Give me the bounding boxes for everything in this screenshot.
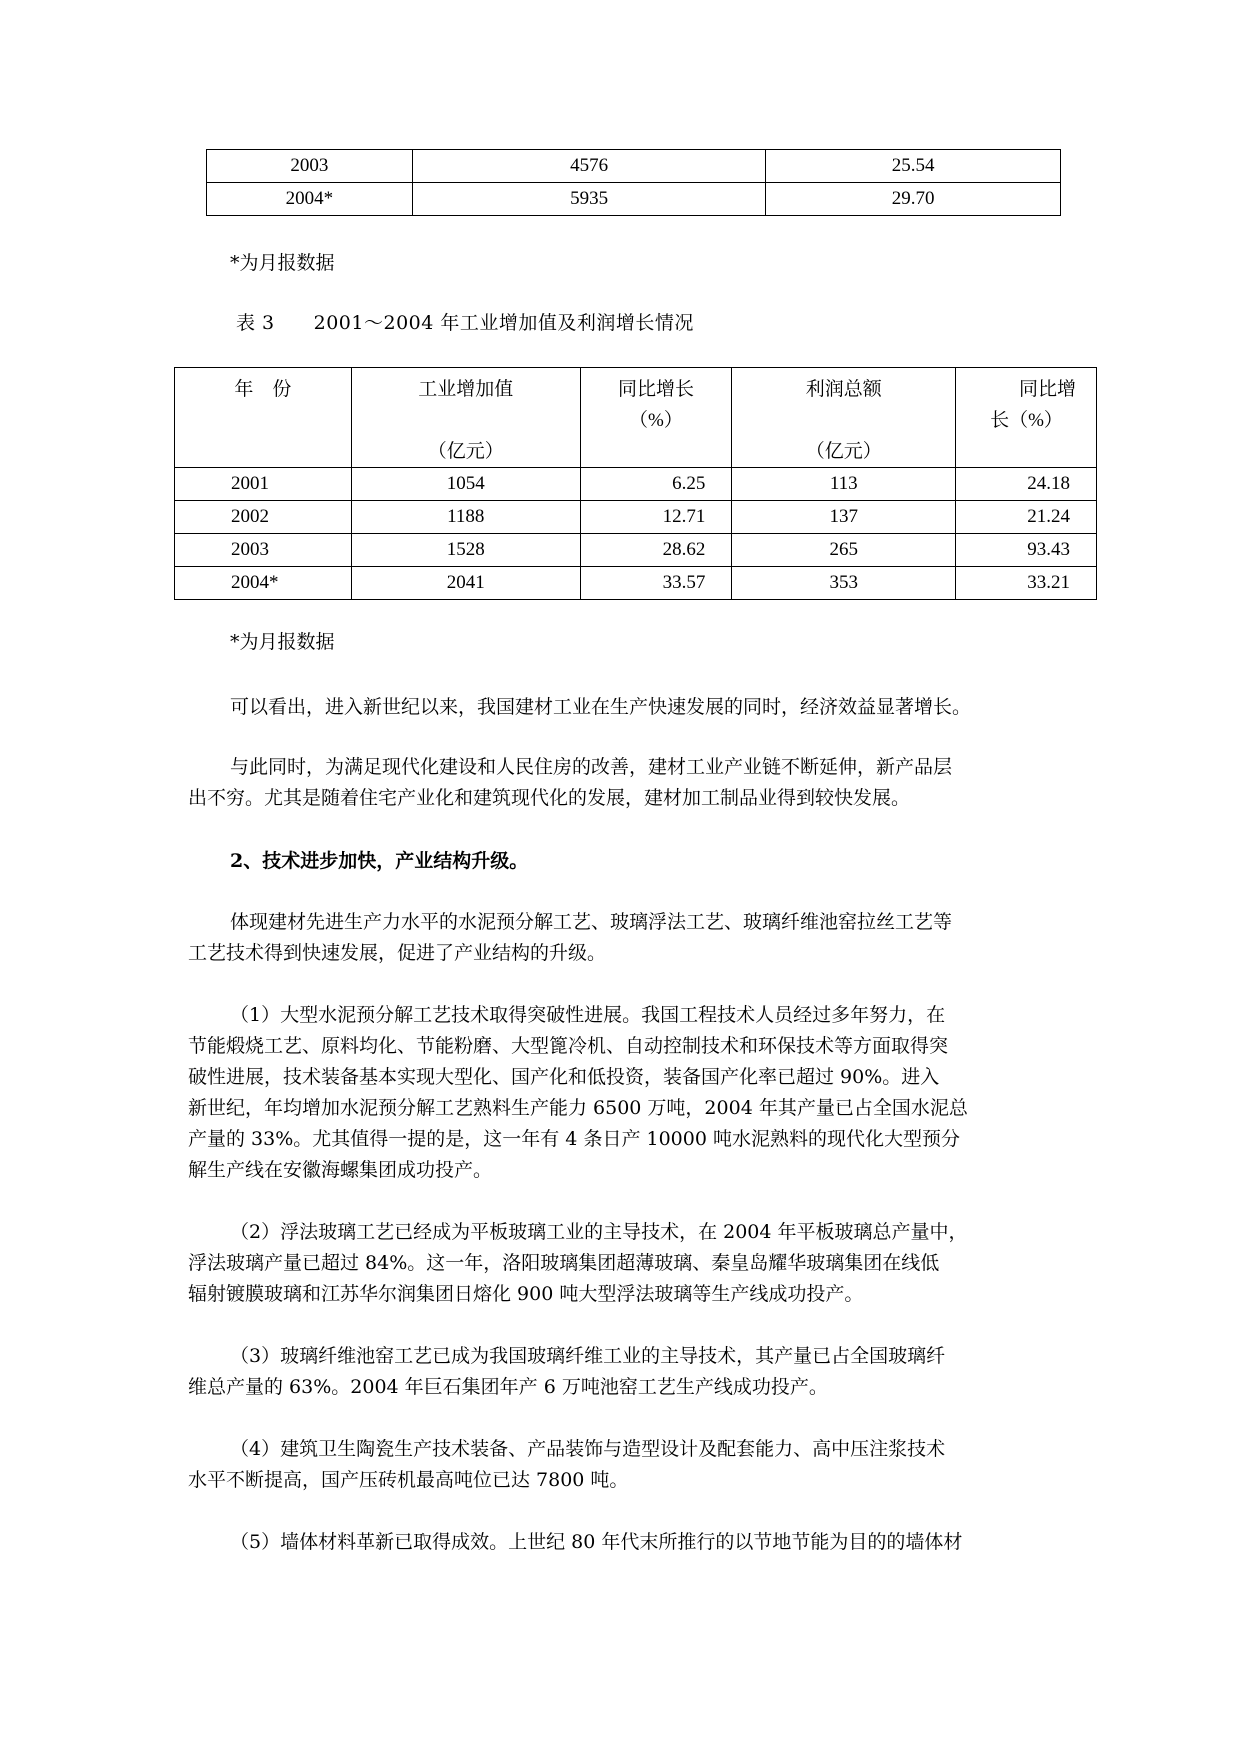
table-cell: 2002: [175, 501, 352, 534]
table-caption: 表 3 2001～2004 年工业增加值及利润增长情况: [236, 312, 694, 334]
table-cell: 33.57: [580, 567, 732, 600]
table-row: [175, 501, 1097, 534]
paragraph-line: 与此同时，为满足现代化建设和人民住房的改善，建材工业产业链不断延伸，新产品层: [230, 756, 953, 778]
table-row: [175, 468, 1097, 501]
paragraph-line: 解生产线在安徽海螺集团成功投产。: [188, 1159, 493, 1181]
table-cell: 25.54: [766, 150, 1061, 183]
paragraph-line: 节能煅烧工艺、原料均化、节能粉磨、大型篦冷机、自动控制技术和环保技术等方面取得突: [188, 1035, 949, 1057]
table-cell: 29.70: [766, 183, 1061, 216]
section-heading: 2、技术进步加快，产业结构升级。: [230, 850, 529, 872]
table-cell: 5935: [412, 183, 766, 216]
paragraph-line: 破性进展，技术装备基本实现大型化、国产化和低投资，装备国产化率已超过 90%。进入: [188, 1066, 940, 1088]
table-cell: 2001: [175, 468, 352, 501]
table-cell: 353: [732, 567, 956, 600]
table-row: [175, 567, 1097, 600]
table-cell: 1188: [351, 501, 580, 534]
paragraph-line: 产量的 33%。尤其值得一提的是，这一年有 4 条日产 10000 吨水泥熟料的现代化大型预分: [188, 1128, 960, 1150]
table-cell: 28.62: [580, 534, 732, 567]
table-cell: 33.21: [956, 567, 1097, 600]
header-profit-growth: 同比增 长（%）: [956, 368, 1097, 468]
table-cell: 113: [732, 468, 956, 501]
paragraph-line: 工艺技术得到快速发展，促进了产业结构的升级。: [188, 942, 607, 964]
paragraph-line: （2）浮法玻璃工艺已经成为平板玻璃工业的主导技术，在 2004 年平板玻璃总产量中，: [230, 1221, 968, 1243]
paragraph-line: 辐射镀膜玻璃和江苏华尔润集团日熔化 900 吨大型浮法玻璃等生产线成功投产。: [188, 1283, 864, 1305]
paragraph-line: 水平不断提高，国产压砖机最高吨位已达 7800 吨。: [188, 1469, 629, 1491]
paragraph-line: 体现建材先进生产力水平的水泥预分解工艺、玻璃浮法工艺、玻璃纤维池窑拉丝工艺等: [230, 911, 953, 933]
table-cell: 265: [732, 534, 956, 567]
header-profit: 利润总额 （亿元）: [732, 368, 956, 468]
table-cell: 93.43: [956, 534, 1097, 567]
table-cell: 1528: [351, 534, 580, 567]
header-year: 年 份: [175, 368, 352, 468]
paragraph-line: 可以看出，进入新世纪以来，我国建材工业在生产快速发展的同时，经济效益显著增长。: [230, 696, 972, 718]
table-cell: 2041: [351, 567, 580, 600]
table-cell: 137: [732, 501, 956, 534]
table-cell: 2003: [175, 534, 352, 567]
table-production: [206, 149, 1061, 216]
table-row: [207, 183, 1061, 216]
table-cell: 2004*: [175, 567, 352, 600]
header-value-added: 工业增加值 （亿元）: [351, 368, 580, 468]
table-cell: 6.25: [580, 468, 732, 501]
paragraph-line: 新世纪，年均增加水泥预分解工艺熟料生产能力 6500 万吨，2004 年其产量已占全国水泥总: [188, 1097, 968, 1119]
table-value-added-profit: [174, 367, 1097, 600]
table-header-row: [175, 368, 1097, 468]
paragraph-line: （5）墙体材料革新已取得成效。上世纪 80 年代末所推行的以节地节能为目的的墙体材: [230, 1531, 963, 1553]
table-cell: 12.71: [580, 501, 732, 534]
table-cell: 4576: [412, 150, 766, 183]
table-note: *为月报数据: [230, 252, 335, 274]
table-cell: 24.18: [956, 468, 1097, 501]
table-cell: 1054: [351, 468, 580, 501]
paragraph-line: （1）大型水泥预分解工艺技术取得突破性进展。我国工程技术人员经过多年努力，在: [230, 1004, 946, 1026]
paragraph-line: （4）建筑卫生陶瓷生产技术装备、产品装饰与造型设计及配套能力、高中压注浆技术: [230, 1438, 946, 1460]
paragraph-line: 维总产量的 63%。2004 年巨石集团年产 6 万吨池窑工艺生产线成功投产。: [188, 1376, 828, 1398]
paragraph-line: 出不穷。尤其是随着住宅产业化和建筑现代化的发展，建材加工制品业得到较快发展。: [188, 787, 911, 809]
paragraph-line: 浮法玻璃产量已超过 84%。这一年，洛阳玻璃集团超薄玻璃、秦皇岛耀华玻璃集团在线低: [188, 1252, 940, 1274]
table-note: *为月报数据: [230, 631, 335, 653]
table-cell: 2003: [207, 150, 413, 183]
table-row: [207, 150, 1061, 183]
table-cell: 2004*: [207, 183, 413, 216]
table-cell: 21.24: [956, 501, 1097, 534]
table-row: [175, 534, 1097, 567]
header-va-growth: 同比增长 （%）: [580, 368, 732, 468]
paragraph-line: （3）玻璃纤维池窑工艺已成为我国玻璃纤维工业的主导技术，其产量已占全国玻璃纤: [230, 1345, 946, 1367]
